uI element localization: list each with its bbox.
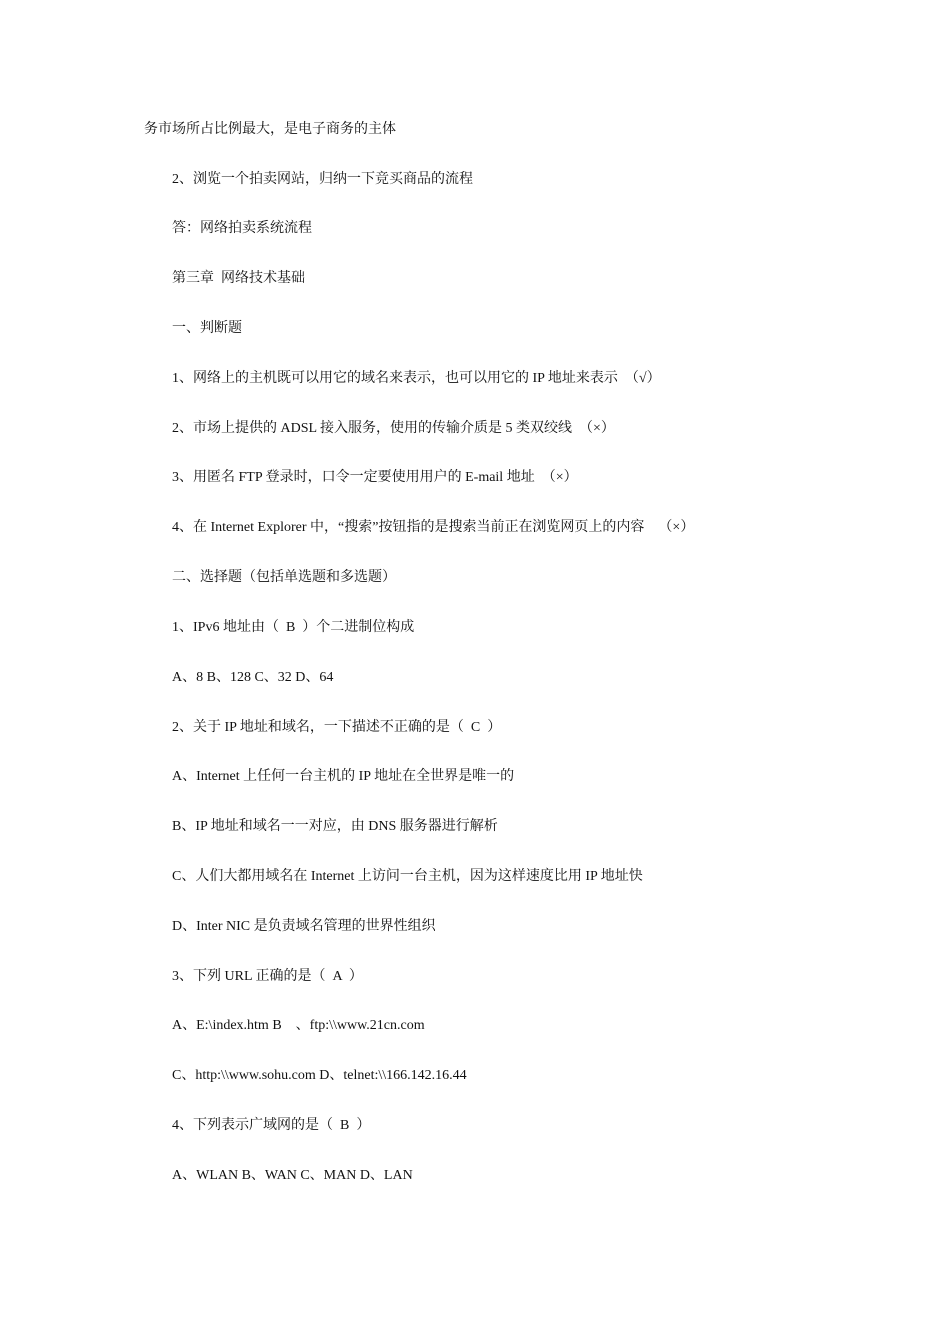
- chapter-heading: 第三章 网络技术基础: [172, 271, 305, 286]
- tf-item-4: 4、在 Internet Explorer 中，“搜索”按钮指的是搜索当前正在浏览网页上的内容 （×）: [172, 520, 695, 535]
- choice-q3-options-cd: C、http:\\www.sohu.com D、telnet:\\166.142.16.44: [172, 1068, 467, 1083]
- section-true-false-heading: 一、判断题: [172, 321, 242, 336]
- choice-q1: 1、IPv6 地址由（ B ）个二进制位构成: [172, 620, 415, 635]
- choice-q4: 4、下列表示广域网的是（ B ）: [172, 1118, 371, 1133]
- choice-q2-option-d: D、Inter NIC 是负责域名管理的世界性组织: [172, 919, 436, 934]
- choice-q1-options: A、8 B、128 C、32 D、64: [172, 670, 334, 685]
- choice-q4-options: A、WLAN B、WAN C、MAN D、LAN: [172, 1168, 413, 1183]
- tf-item-1: 1、网络上的主机既可以用它的域名来表示，也可以用它的 IP 地址来表示 （√）: [172, 371, 661, 386]
- tf-item-2: 2、市场上提供的 ADSL 接入服务，使用的传输介质是 5 类双绞线 （×）: [172, 421, 615, 436]
- answer-auction-flow: 答：网络拍卖系统流程: [172, 221, 312, 236]
- choice-q2-option-b: B、IP 地址和域名一一对应，由 DNS 服务器进行解析: [172, 819, 498, 834]
- tf-item-3: 3、用匿名 FTP 登录时，口令一定要使用用户的 E-mail 地址 （×）: [172, 470, 578, 485]
- choice-q3-options-ab: A、E:\index.htm B 、ftp:\\www.21cn.com: [172, 1018, 425, 1033]
- choice-q2-option-c: C、人们大都用域名在 Internet 上访问一台主机，因为这样速度比用 IP 地址快: [172, 869, 643, 884]
- choice-q2: 2、关于 IP 地址和域名，一下描述不正确的是（ C ）: [172, 720, 502, 735]
- choice-q2-option-a: A、Internet 上任何一台主机的 IP 地址在全世界是唯一的: [172, 769, 515, 784]
- text-line-continuation: 务市场所占比例最大，是电子商务的主体: [144, 122, 396, 137]
- question-2-browse-auction: 2、浏览一个拍卖网站，归纳一下竞买商品的流程: [172, 172, 473, 187]
- section-choice-heading: 二、选择题（包括单选题和多选题）: [172, 570, 396, 585]
- choice-q3: 3、下列 URL 正确的是（ A ）: [172, 969, 363, 984]
